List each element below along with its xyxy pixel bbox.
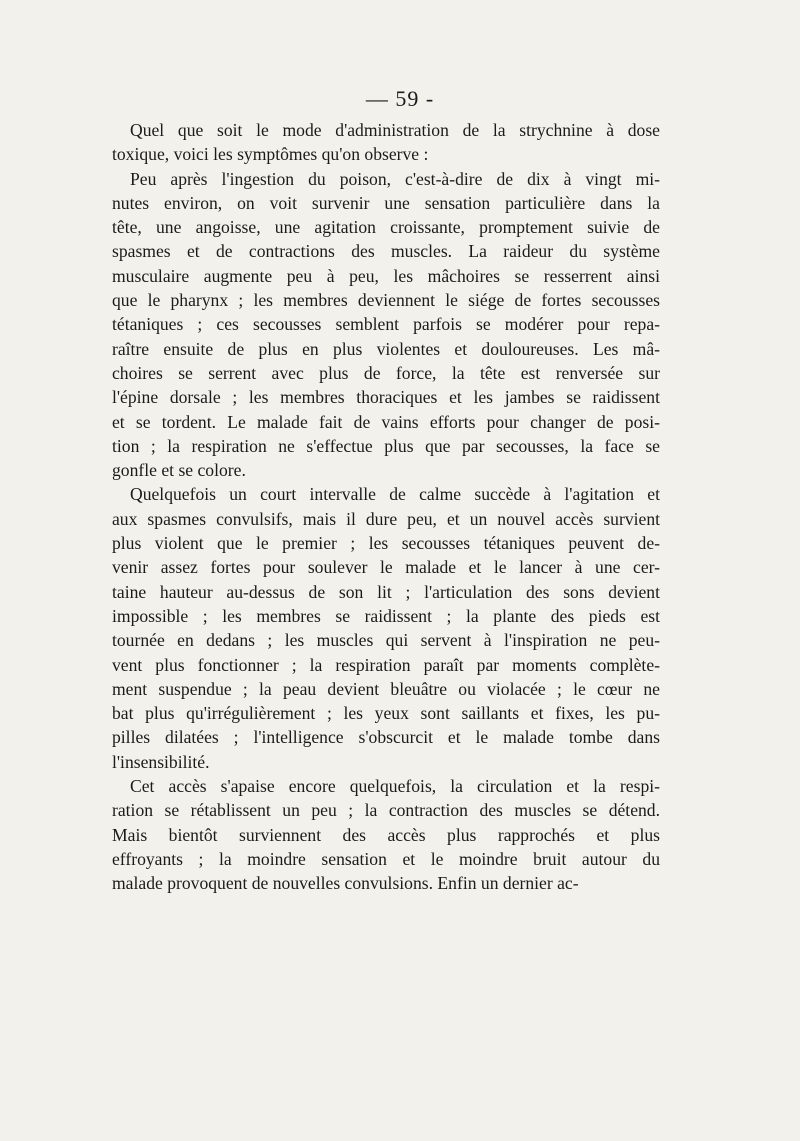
text-line: l'épine dorsale ; les membres thoraciques et les jambes se raidissent (112, 387, 660, 408)
text-line: plus violent que le premier ; les secousses tétaniques peuvent de- (112, 533, 660, 554)
text-line: que le pharynx ; les membres deviennent le siége de fortes secousses (112, 290, 660, 311)
text-line: vent plus fonctionner ; la respiration paraît par moments complète- (112, 654, 660, 675)
text-line: ment suspendue ; la peau devient bleuâtre ou violacée ; le cœur ne (112, 678, 660, 699)
text-line: tion ; la respiration ne s'effectue plus que par secousses, la face se (112, 435, 660, 456)
text-line: l'insensibilité. (112, 751, 210, 772)
paragraph (112, 774, 660, 895)
text-line: gonfle et se colore. (112, 460, 246, 481)
text-line: impossible ; les membres se raidissent ; la plante des pieds est (112, 605, 660, 626)
text-line: Mais bientôt surviennent des accès plus rapprochés et plus (112, 824, 660, 845)
text-line: tétaniques ; ces secousses semblent parfois se modérer pour repa- (112, 314, 660, 335)
text-line: pilles dilatées ; l'intelligence s'obscurcit et le malade tombe dans (112, 727, 660, 748)
paragraph (112, 118, 660, 167)
text-line: Peu après l'ingestion du poison, c'est-à-dire de dix à vingt mi- (130, 168, 660, 189)
text-line: spasmes et de contractions des muscles. La raideur du système (112, 241, 660, 262)
text-line: raître ensuite de plus en plus violentes et douloureuses. Les mâ- (112, 338, 660, 359)
text-line: tournée en dedans ; les muscles qui servent à l'inspiration ne peu- (112, 630, 660, 651)
text-line: choires se serrent avec plus de force, la tête est renversée sur (112, 362, 660, 383)
paragraph (112, 167, 660, 483)
text-line: Cet accès s'apaise encore quelquefois, la circulation et la respi- (130, 776, 660, 797)
paragraph (112, 482, 660, 774)
text-line: tête, une angoisse, une agitation croissante, promptement suivie de (112, 217, 660, 238)
text-line: Quelquefois un court intervalle de calme succède à l'agitation et (130, 484, 660, 505)
text-line: malade provoquent de nouvelles convulsions. Enfin un dernier ac- (112, 873, 579, 894)
text-line: nutes environ, on voit survenir une sensation particulière dans la (112, 192, 660, 213)
page-number: — 59 - (365, 86, 435, 111)
text-line: bat plus qu'irrégulièrement ; les yeux sont saillants et fixes, les pu- (112, 703, 660, 724)
text-line: et se tordent. Le malade fait de vains efforts pour changer de posi- (112, 411, 660, 432)
text-line: taine hauteur au-dessus de son lit ; l'articulation des sons devient (112, 581, 660, 602)
text-line: musculaire augmente peu à peu, les mâchoires se resserrent ainsi (112, 265, 660, 286)
body-text (112, 118, 660, 896)
text-line: Quel que soit le mode d'administration de la strychnine à dose (130, 120, 660, 140)
text-line: toxique, voici les symptômes qu'on observe : (112, 144, 429, 165)
text-line: effroyants ; la moindre sensation et le moindre bruit autour du (112, 848, 660, 869)
text-line: venir assez fortes pour soulever le malade et le lancer à une cer- (112, 557, 660, 578)
text-line: aux spasmes convulsifs, mais il dure peu, et un nouvel accès survient (112, 508, 660, 529)
text-line: ration se rétablissent un peu ; la contraction des muscles se détend. (112, 800, 660, 821)
